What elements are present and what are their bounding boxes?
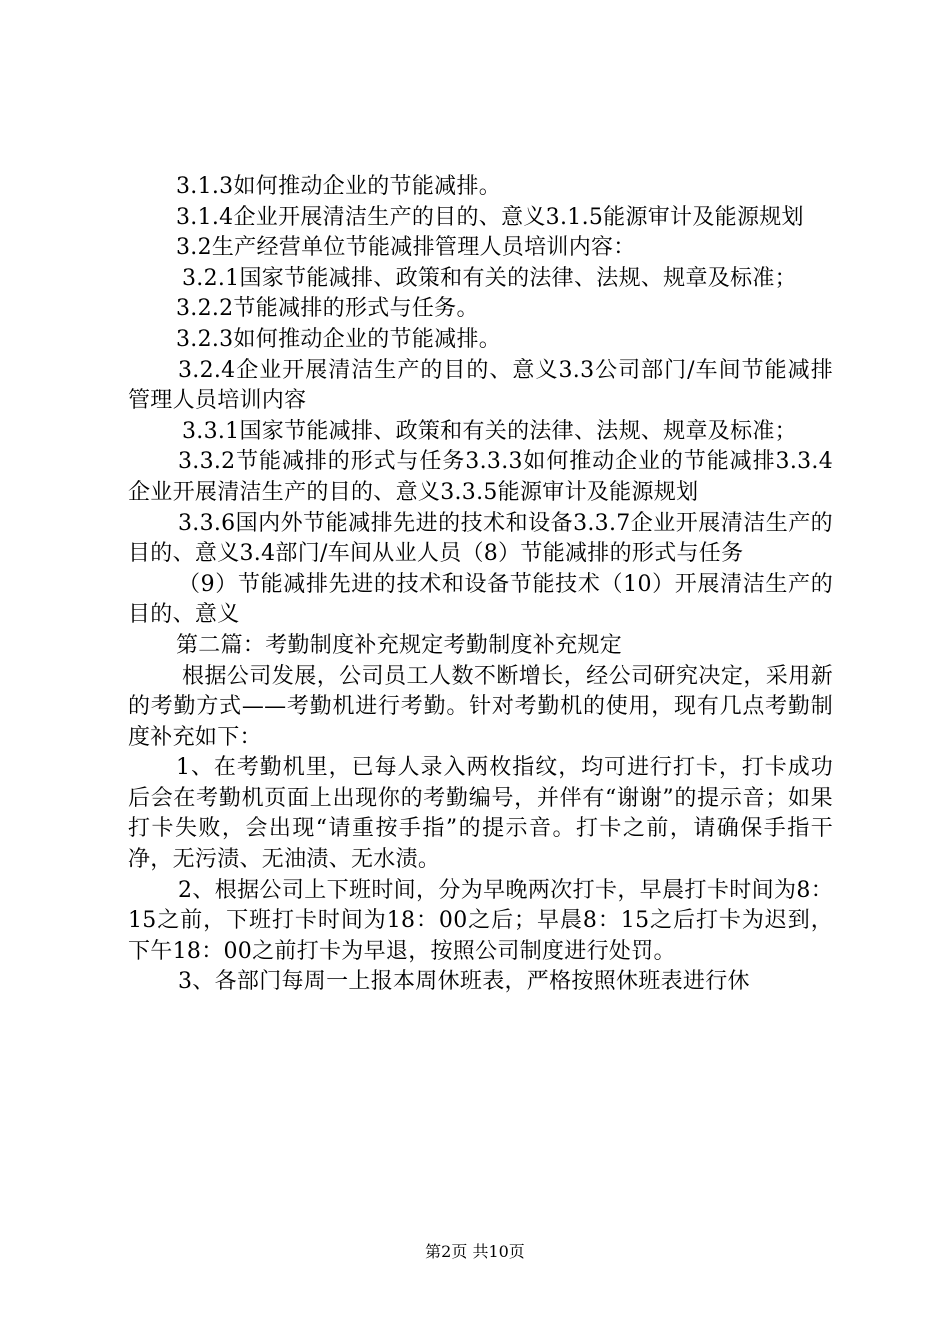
paragraph-3-3-1: 3.3.1国家节能减排、政策和有关的法律、法规、规章及标准； <box>182 418 797 444</box>
paragraph-3-2-2: 3.2.2节能减排的形式与任务。 <box>176 296 479 322</box>
paragraph-rule-2: 2、根据公司上下班时间，分为早晚两次打卡，早晨打卡时间为8：15之前，下班打卡时间为18：00之后；早晨8：15之后打卡为迟到，下午18：00之前打卡为早退，按照公司制度进行处罚。 <box>128 877 833 964</box>
paragraph-rule-3: 3、各部门每周一上报本周休班表，严格按照休班表进行休 <box>178 969 750 995</box>
paragraph-3-3-2: 3.3.2节能减排的形式与任务3.3.3如何推动企业的节能减排3.3.4企业开展清洁生产的目的、意义3.3.5能源审计及能源规划 <box>128 449 833 505</box>
paragraph-rule-1: 1、在考勤机里，已每人录入两枚指纹，均可进行打卡，打卡成功后会在考勤机页面上出现你的考勤编号，并伴有“谢谢”的提示音；如果打卡失败，会出现“请重按手指”的提示音。打卡之前，请确保手指干净，无污渍、无油渍、无水渍。 <box>128 755 833 873</box>
section-heading: 第二篇：考勤制度补充规定考勤制度补充规定 <box>176 632 623 658</box>
paragraph-3-2: 3.2生产经营单位节能减排管理人员培训内容： <box>176 235 636 261</box>
paragraph-3-2-1: 3.2.1国家节能减排、政策和有关的法律、法规、规章及标准； <box>182 265 797 291</box>
paragraph-item-9: （9）节能减排先进的技术和设备节能技术（10）开展清洁生产的目的、意义 <box>128 571 833 628</box>
paragraph-3-2-4: 3.2.4企业开展清洁生产的目的、意义3.3公司部门/车间节能减排管理人员培训内容 <box>128 357 833 414</box>
page-number: 第2页 共10页 <box>425 1242 525 1261</box>
paragraph-3-3-6: 3.3.6国内外节能减排先进的技术和设备3.3.7企业开展清洁生产的目的、意义3.4部门/车间从业人员（8）节能减排的形式与任务 <box>128 510 833 567</box>
page-footer <box>0 1242 950 1262</box>
paragraph-3-1-4: 3.1.4企业开展清洁生产的目的、意义3.1.5能源审计及能源规划 <box>176 204 804 230</box>
paragraph-3-1-3: 3.1.3如何推动企业的节能减排。 <box>176 174 502 199</box>
paragraph-intro: 根据公司发展，公司员工人数不断增长，经公司研究决定，采用新的考勤方式——考勤机进行考勤。针对考勤机的使用，现有几点考勤制度补充如下： <box>128 663 833 750</box>
paragraph-3-2-3: 3.2.3如何推动企业的节能减排。 <box>176 326 502 352</box>
document-body <box>128 172 833 998</box>
